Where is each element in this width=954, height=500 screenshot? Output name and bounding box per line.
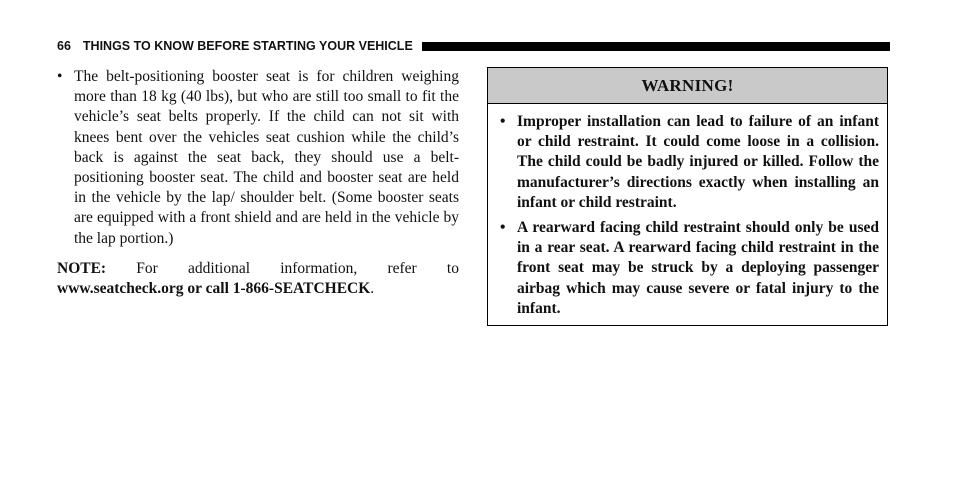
bullet-dot: •	[500, 219, 506, 237]
warning-item	[500, 218, 879, 319]
warning-item-text: A rearward facing child restraint should only be used in a rear seat. A rearward facing child restraint in the front seat may be struck by a deploying passenger airbag which may cause severe or fatal injury to the infant.	[517, 219, 879, 317]
bullet-dot: •	[57, 68, 63, 85]
page-header	[57, 38, 890, 54]
warning-title: WARNING!	[488, 68, 887, 104]
warning-item-text: Improper installation can lead to failure of an infant or child restraint. It could come loose in a collision. The child could be badly injured or killed. Follow the manufacturer’s directions exactly when installing an infant or child restraint.	[517, 113, 879, 211]
page-number: 66	[57, 39, 71, 53]
booster-seat-text: The belt-positioning booster seat is for children weighing more than 18 kg (40 lbs), but who are still too small to fit the vehicle’s seat belts properly. If the child can not sit with knees bent over the vehicles seat cushion while the child’s back is against the seat back, they should use a belt-positioning booster seat. The child and booster seat are held in the vehicle by the lap/ shoulder belt. (Some booster seats are equipped with a front shield and are held in the vehicle by the lap portion.)	[74, 68, 459, 247]
note-word: refer	[387, 259, 417, 277]
seatcheck-contact: www.seatcheck.org or call 1-866-SEATCHECK	[57, 280, 371, 298]
note-word: to	[446, 259, 459, 277]
booster-seat-bullet	[57, 67, 459, 249]
note-paragraph	[57, 259, 459, 299]
note-line-1	[57, 259, 459, 279]
note-word: For	[136, 259, 158, 277]
bullet-dot: •	[500, 113, 506, 130]
header-rule	[422, 42, 890, 51]
note-label: NOTE:	[57, 259, 107, 277]
note-word: information,	[280, 259, 358, 277]
note-word: additional	[188, 259, 251, 277]
note-end-period: .	[370, 280, 375, 298]
warning-item	[500, 112, 879, 213]
warning-body	[488, 104, 887, 319]
section-title: THINGS TO KNOW BEFORE STARTING YOUR VEHICLE	[82, 39, 413, 53]
left-column	[57, 67, 459, 299]
note-line-2	[57, 279, 459, 299]
warning-box	[487, 67, 888, 326]
